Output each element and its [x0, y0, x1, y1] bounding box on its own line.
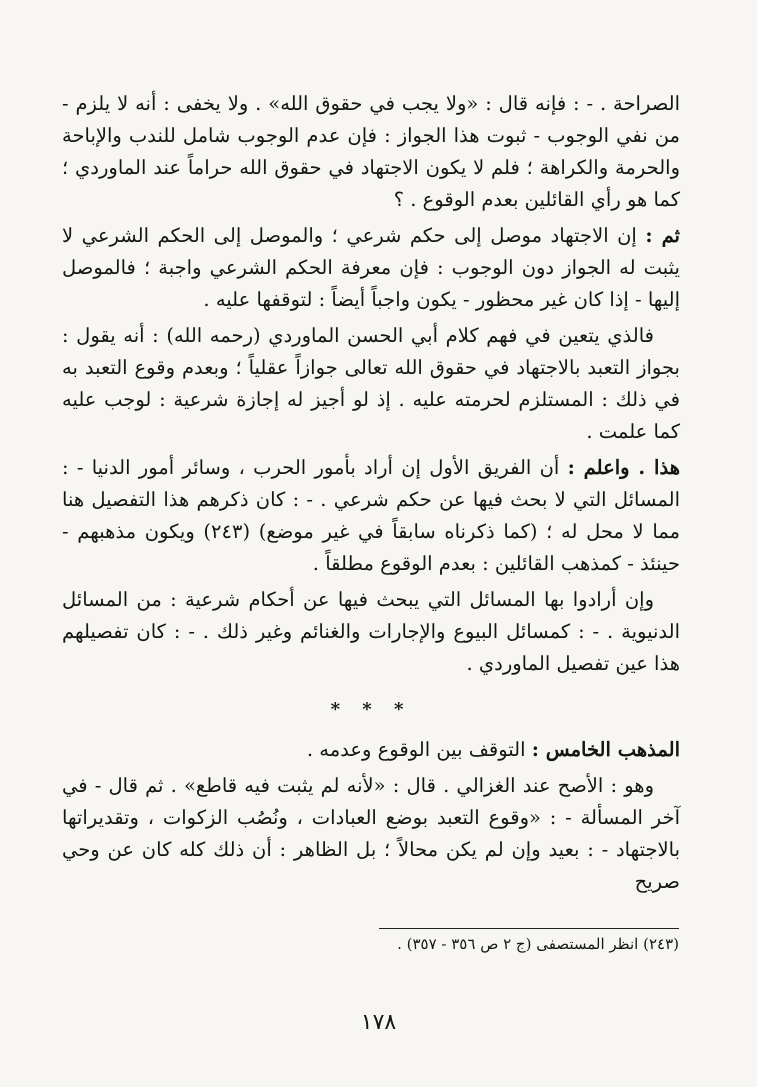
paragraph-2: [62, 220, 680, 316]
paragraph-2-text: إن الاجتهاد موصل إلى حكم شرعي ؛ والموصل إلى الحكم الشرعي لا يثبت له الجواز دون الوجوب : فإن معرفة الحكم الشرعي واجبة ؛ فالموصل إليها - إذا كان غير محظور - يكون واجباً أيضاً : لتوقفها عليه .: [62, 224, 680, 311]
paragraph-3: فالذي يتعين في فهم كلام أبي الحسن الماوردي (رحمه الله) : أنه يقول : بجواز التعبد بالاجتهاد في حقوق الله تعالى جوازاً عقلياً ؛ وبعدم وقوع التعبد به في ذلك : المستلزم لحرمته عليه . إذ لو أجيز له إجازة شرعية : لوجب عليه كما علمت .: [62, 324, 680, 443]
paragraph-4-lead: هذا . واعلم :: [567, 456, 680, 479]
footnote: (٢٤٣) انظر المستصفى (ج ٢ ص ٣٥٦ - ٣٥٧) .: [397, 935, 679, 953]
section-heading-text: التوقف بين الوقوع وعدمه .: [306, 738, 532, 761]
paragraph-7: وهو : الأصح عند الغزالي . قال : «لأنه لم يثبت فيه قاطع» . ثم قال - في آخر المسألة - : «وقوع التعبد بوضع العبادات ، ونُصُب الزكوات ، وتقديراتها بالاجتهاد - : بعيد وإن لم يكن محالاً ؛ بل الظاهر : أن ذلك كله كان عن وحي صريح: [62, 774, 680, 893]
paragraph-4: [62, 452, 680, 580]
footnote-divider: [379, 928, 679, 929]
paragraph-4-text: أن الفريق الأول إن أراد بأمور الحرب ، وسائر أمور الدنيا - : المسائل التي لا بحث فيها عن حكم شرعي . - : كان ذكرهم هذا التفصيل هنا مما لا محل له ؛ (كما ذكرناه سابقاً في غير موضع) (٢٤٣) ويكون مذهبهم - حينئذ - كمذهب القائلين : بعدم الوقوع مطلقاً .: [62, 456, 680, 575]
paragraph-5: وإن أرادوا بها المسائل التي يبحث فيها عن أحكام شرعية : من المسائل الدنيوية . - : كمسائل البيوع والإجارات والغنائم وغير ذلك . - : كان تفصيلهم هذا عين تفصيل الماوردي .: [62, 588, 680, 675]
paragraph-1: الصراحة . - : فإنه قال : «ولا يجب في حقوق الله» . ولا يخفى : أنه لا يلزم - من نفي الوجوب - ثبوت هذا الجواز : فإن عدم الوجوب شامل للندب والإباحة والحرمة والكراهة ؛ فلم لا يكون الاجتهاد في حقوق الله حراماً عند الماوردي ؛ كما هو رأي القائلين بعدم الوقوع . ؟: [62, 92, 680, 211]
section-separator: * * *: [330, 699, 412, 720]
page-number: ١٧٨: [360, 1010, 397, 1035]
paragraph-2-lead: ثم :: [645, 224, 680, 247]
section-heading: المذهب الخامس :: [531, 738, 680, 761]
main-text: [62, 88, 680, 902]
paragraph-6: [62, 734, 680, 766]
